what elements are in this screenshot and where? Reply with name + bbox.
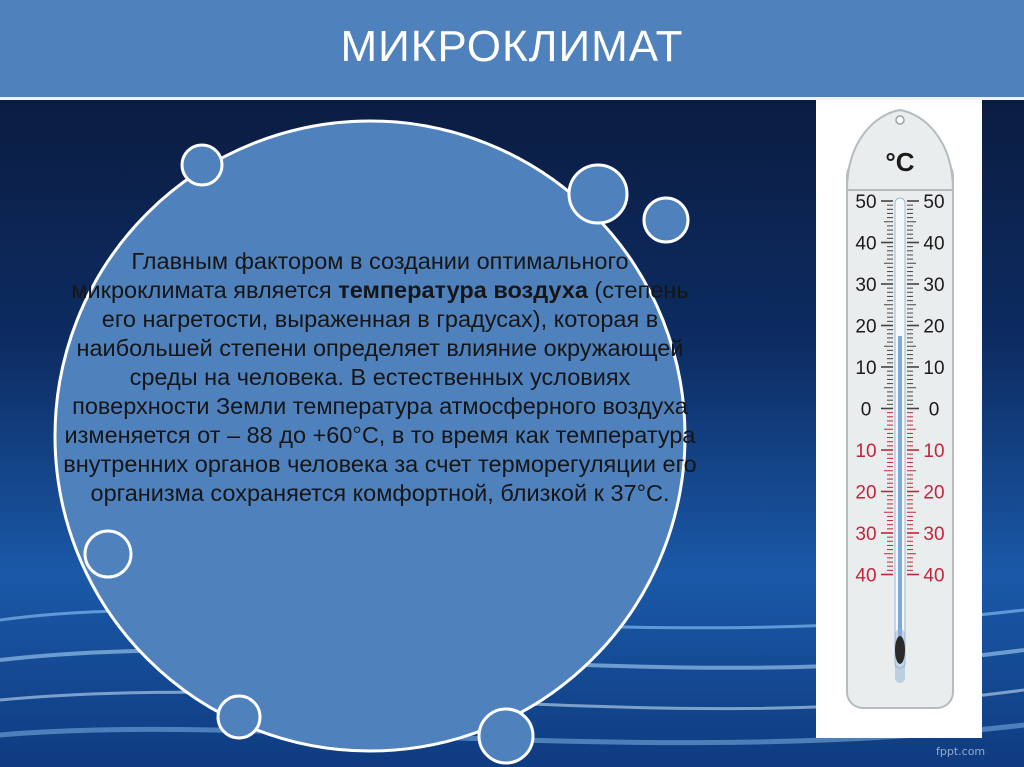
small-circle — [182, 145, 222, 185]
scale-label-left: 40 — [855, 565, 877, 587]
scale-label-right: 10 — [923, 358, 945, 379]
scale-label-left: 20 — [855, 316, 877, 338]
scale-label-right: 40 — [923, 233, 945, 255]
scale-label-right: 50 — [923, 192, 945, 213]
scale-label-left: 40 — [855, 233, 877, 255]
scale-label-right: 20 — [923, 482, 945, 504]
body-text-part2: (степень его нагретости, выраженная в градусах), которая в наибольшей степени определяет влияние окружающей среды на человека. В естественных условиях поверхности Земли температура атмосферного воздуха изменяется от – 88 до +60°С, в то время как температура внутренних органов человека за счет терморегуляции его организма сохраняется комфортной, близкой к 37°С. — [63, 277, 697, 506]
scale-label-right: 0 — [928, 399, 940, 421]
scale-label-right: 30 — [923, 275, 945, 296]
celsius-unit-label: °C — [885, 147, 915, 177]
scale-label-right: 40 — [923, 565, 945, 587]
scale-label-left: 30 — [855, 275, 877, 296]
small-circle — [569, 165, 627, 223]
small-circle — [479, 709, 533, 763]
body-text — [62, 247, 698, 508]
thermometer-image — [816, 100, 982, 738]
small-circle — [85, 531, 131, 577]
scale-label-left: 50 — [855, 192, 877, 213]
body-text-part1: Главным фактором в создании оптимального микроклимата является — [71, 248, 629, 303]
scale-label-right: 10 — [923, 441, 945, 462]
small-circle — [644, 198, 688, 242]
small-circle — [218, 696, 260, 738]
watermark: fppt.com — [936, 745, 986, 758]
scale-label-right: 30 — [923, 524, 945, 545]
scale-label-left: 20 — [855, 482, 877, 504]
body-text-bold: температура воздуха — [338, 277, 588, 303]
scale-label-left: 30 — [855, 524, 877, 545]
scale-label-left: 10 — [855, 358, 877, 379]
thermometer-drawing — [816, 100, 982, 738]
scale-label-right: 20 — [923, 316, 945, 338]
scale-label-left: 10 — [855, 441, 877, 462]
scale-label-left: 0 — [860, 399, 872, 421]
slide-title: МИКРОКЛИМАТ — [340, 22, 684, 71]
